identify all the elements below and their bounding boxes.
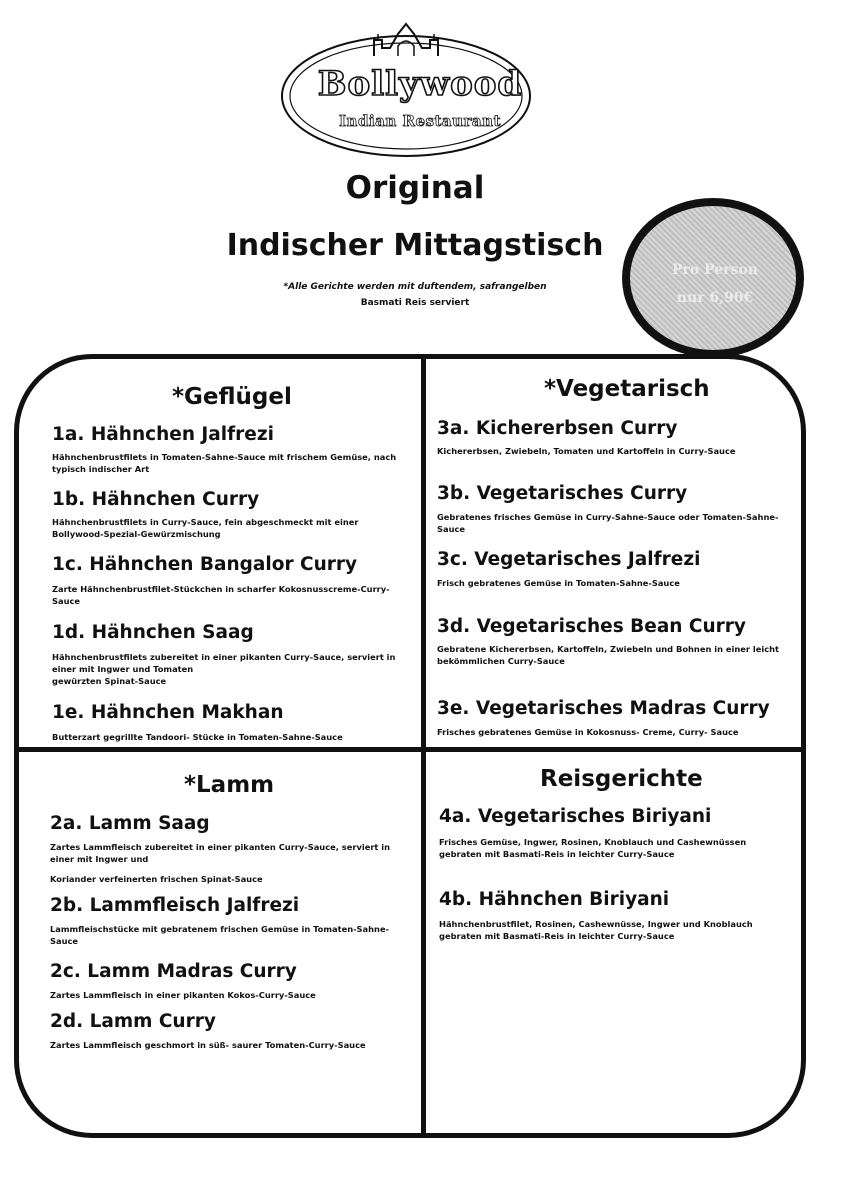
section-heading-reisgerichte: Reisgerichte [540,766,703,792]
rice-note-line-2: Basmati Reis serviert [360,298,470,308]
menu-item-description: Frisches gebratenes Gemüse in Kokosnuss- Creme, Curry- Sauce [437,727,739,737]
menu-item-description-continued: gewürzten Spinat-Sauce [52,676,167,686]
menu-item-description: Kichererbsen, Zwiebeln, Tomaten und Kartoffeln in Curry-Sauce [437,446,736,456]
rice-note-line-1: *Alle Gerichte werden mit duftendem, safrangelben [283,282,547,292]
menu-item-description: Zartes Lammfleisch zubereitet in einer pikanten Curry-Sauce, serviert in einer mit Ingwer und [50,842,391,864]
menu-item-title: 2d. Lamm Curry [50,1011,216,1032]
price-badge-line-1: Pro Person [672,262,758,278]
menu-item-title: 4a. Vegetarisches Biriyani [439,806,712,827]
menu-item-title: 1d. Hähnchen Saag [52,622,254,643]
menu-item-title: 4b. Hähnchen Biriyani [439,889,670,910]
menu-item-description: Zartes Lammfleisch in einer pikanten Kokos-Curry-Sauce [50,990,316,1000]
page-title-original: Original [345,170,485,206]
menu-item-title: 3d. Vegetarisches Bean Curry [437,616,746,637]
menu-item-title: 1a. Hähnchen Jalfrezi [52,424,274,445]
menu-item-description: Butterzart gegrillte Tandoori- Stücke in Tomaten-Sahne-Sauce [52,732,343,742]
menu-item-description: Zarte Hähnchenbrustfilet-Stückchen in scharfer Kokosnusscreme-Curry-Sauce [52,584,390,606]
price-badge-line-2: nur 6,90€ [676,290,754,306]
menu-item-title: 1b. Hähnchen Curry [52,489,260,510]
section-heading-vegetarisch: *Vegetarisch [544,376,710,402]
section-heading-lamm: *Lamm [184,772,275,798]
menu-item-title: 3c. Vegetarisches Jalfrezi [437,549,701,570]
horizontal-divider [16,747,804,752]
menu-item-title: 3b. Vegetarisches Curry [437,483,688,504]
menu-item-title: 2c. Lamm Madras Curry [50,961,297,982]
logo-name: Bollywood [317,64,523,104]
menu-item-title: 1e. Hähnchen Makhan [52,702,284,723]
menu-item-description: Hähnchenbrustfilet, Rosinen, Cashewnüsse, Ingwer und Knoblauch gebraten mit Basmati-Reis in leichter Curry-Sauce [439,919,753,941]
menu-item-title: 1c. Hähnchen Bangalor Curry [52,554,358,575]
menu-item-description-continued: Koriander verfeinerten frischen Spinat-Sauce [50,874,263,884]
menu-item-description: Hähnchenbrustfilets in Curry-Sauce, fein abgeschmeckt mit einer Bollywood-Spezial-Gewürzmischung [52,517,359,539]
logo-subtitle: Indian Restaurant [339,112,501,130]
menu-item-title: 2b. Lammfleisch Jalfrezi [50,895,300,916]
menu-item-description: Hähnchenbrustfilets zubereitet in einer pikanten Curry-Sauce, serviert in einer mit Ingwer und Tomaten [52,652,396,674]
menu-item-description: Lammfleischstücke mit gebratenem frischen Gemüse in Tomaten-Sahne-Sauce [50,924,390,946]
section-heading-gefluegel: *Geflügel [172,384,292,410]
menu-item-description: Frisch gebratenes Gemüse in Tomaten-Sahne-Sauce [437,578,680,588]
menu-item-description: Hähnchenbrustfilets in Tomaten-Sahne-Sauce mit frischem Gemüse, nach typisch indischer Art [52,452,397,474]
menu-item-description: Gebratene Kichererbsen, Kartoffeln, Zwiebeln und Bohnen in einer leicht bekömmlichen Curry-Sauce [437,644,779,666]
menu-item-description: Gebratenes frisches Gemüse in Curry-Sahne-Sauce oder Tomaten-Sahne-Sauce [437,512,779,534]
vertical-divider [421,356,426,1136]
menu-item-title: 2a. Lamm Saag [50,813,210,834]
menu-item-title: 3a. Kichererbsen Curry [437,418,678,439]
price-badge-text [640,256,790,312]
menu-item-title: 3e. Vegetarisches Madras Curry [437,698,770,719]
page-title: Indischer Mittagstisch [226,228,604,263]
menu-item-description: Zartes Lammfleisch geschmort in süß- saurer Tomaten-Curry-Sauce [50,1040,366,1050]
menu-item-description: Frisches Gemüse, Ingwer, Rosinen, Knoblauch und Cashewnüssen gebraten mit Basmati-Reis in leichter Curry-Sauce [439,837,747,859]
